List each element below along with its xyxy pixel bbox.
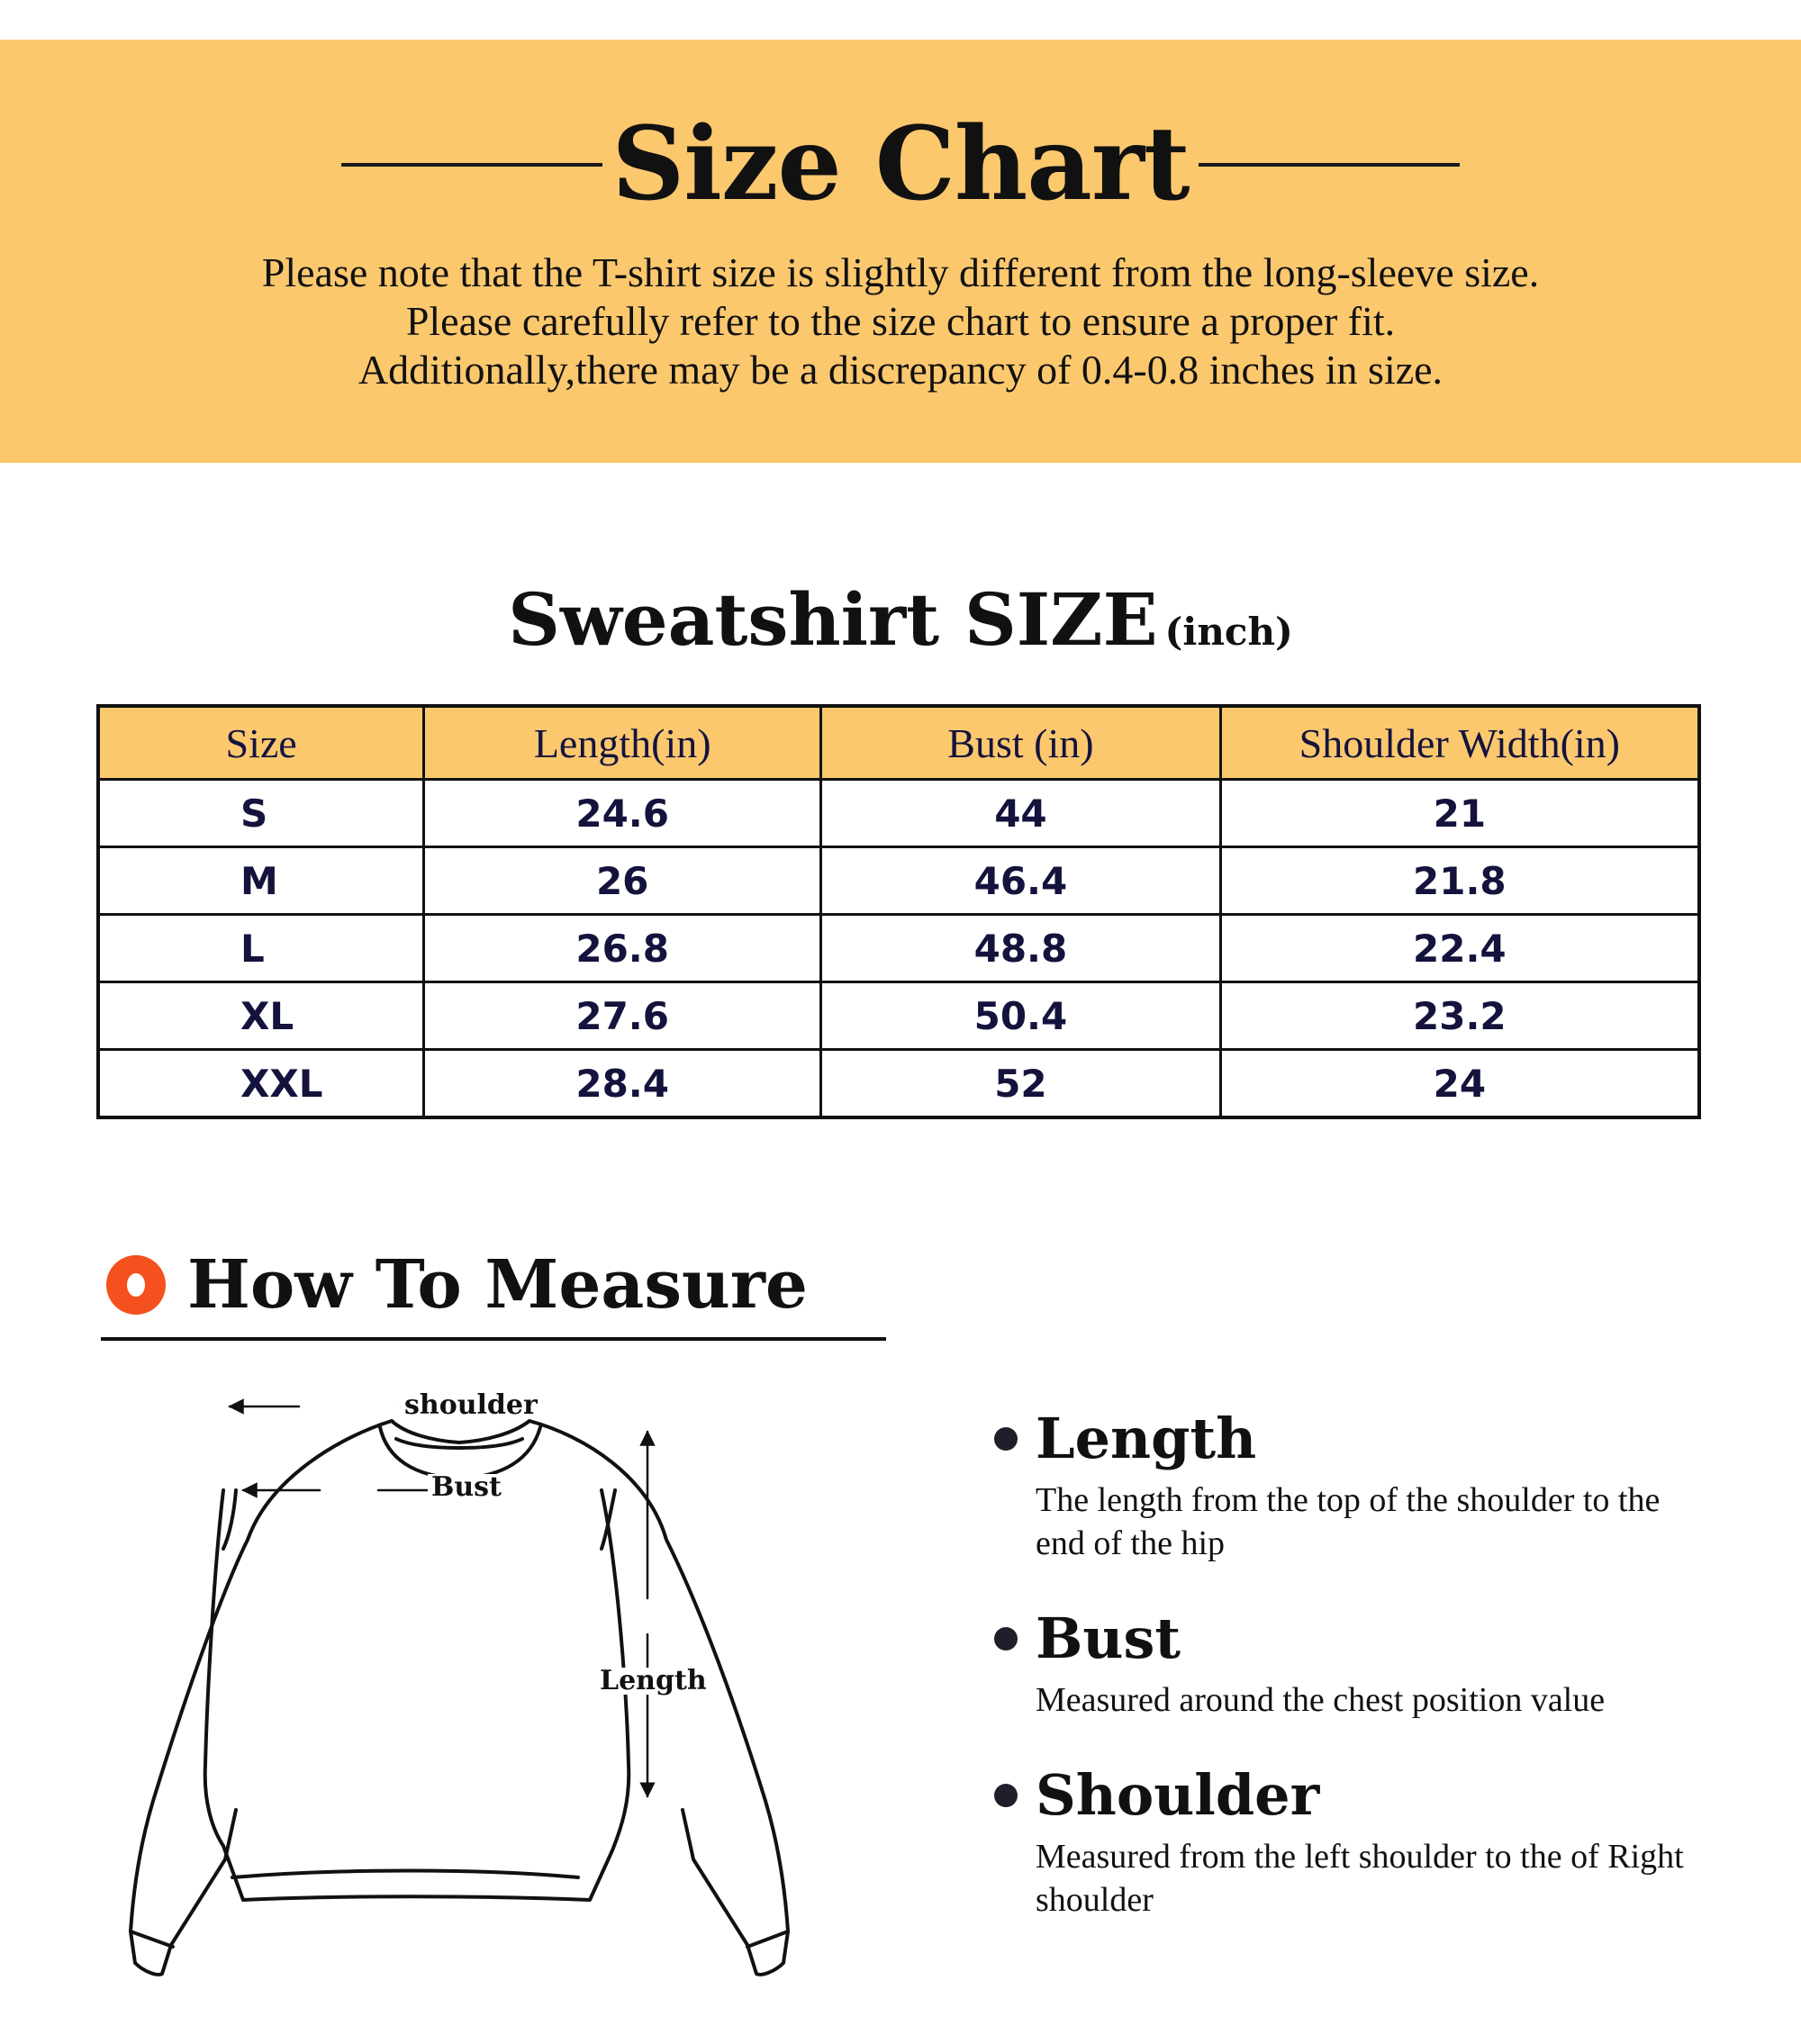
measurement-definitions [989, 1405, 1781, 1922]
note-line-3: Additionally,there may be a discrepancy of 0.4-0.8 inches in size. [357, 347, 1444, 393]
definition-term: Bust [1036, 1605, 1181, 1671]
page-title: Size Chart [611, 105, 1190, 223]
title-left-rule [341, 163, 602, 167]
column-header-size: Size [98, 706, 424, 780]
size-cell: XL [98, 982, 424, 1050]
bust-cell: 48.8 [821, 915, 1220, 982]
size-notes [0, 249, 1801, 394]
column-header-shoulder-width: Shoulder Width(in) [1220, 706, 1699, 780]
definition-shoulder [989, 1761, 1781, 1922]
table-row [98, 1050, 1699, 1118]
bust-cell: 52 [821, 1050, 1220, 1118]
definition-text: Measured around the chest position value [1036, 1681, 1606, 1719]
ring-bullet-icon [106, 1255, 166, 1315]
note-line-1: Please note that the T-shirt size is slightly different from the long-sleeve size. [261, 249, 1540, 295]
how-to-measure-title: How To Measure [187, 1246, 808, 1324]
bullet-icon [994, 1627, 1018, 1651]
table-header-row [98, 706, 1699, 780]
table-row [98, 915, 1699, 982]
length-cell: 27.6 [424, 982, 821, 1050]
title-right-rule [1199, 163, 1460, 167]
bust-cell: 46.4 [821, 847, 1220, 915]
table-row [98, 982, 1699, 1050]
shoulder-cell: 23.2 [1220, 982, 1699, 1050]
shoulder-cell: 21.8 [1220, 847, 1699, 915]
table-row [98, 780, 1699, 847]
shoulder-cell: 24 [1220, 1050, 1699, 1118]
definition-bust [989, 1605, 1781, 1722]
column-header-length: Length(in) [424, 706, 821, 780]
size-table-heading: Sweatshirt SIZE [508, 577, 1158, 662]
size-table-title [0, 577, 1801, 662]
title-row [0, 106, 1801, 223]
shoulder-cell: 22.4 [1220, 915, 1699, 982]
length-cell: 26 [424, 847, 821, 915]
section-divider [101, 1337, 886, 1341]
sweatshirt-diagram [117, 1387, 819, 2008]
size-cell: S [98, 780, 424, 847]
length-cell: 24.6 [424, 780, 821, 847]
definition-term: Length [1036, 1406, 1257, 1471]
length-cell: 28.4 [424, 1050, 821, 1118]
definition-text: Measured from the left shoulder to the of Right shoulder [1036, 1838, 1684, 1919]
shoulder-label: shoulder [401, 1392, 541, 1419]
shoulder-cell: 21 [1220, 780, 1699, 847]
length-cell: 26.8 [424, 915, 821, 982]
bullet-icon [994, 1784, 1018, 1807]
column-header-bust: Bust (in) [821, 706, 1220, 780]
size-cell: XXL [98, 1050, 424, 1118]
bust-cell: 50.4 [821, 982, 1220, 1050]
length-label: Length [596, 1668, 710, 1695]
note-line-2: Please carefully refer to the size chart to ensure a proper fit. [405, 298, 1396, 344]
how-to-measure-heading [106, 1246, 808, 1324]
definition-text: The length from the top of the shoulder to the end of the hip [1036, 1481, 1661, 1562]
bust-cell: 44 [821, 780, 1220, 847]
size-table [96, 704, 1701, 1119]
size-cell: M [98, 847, 424, 915]
bullet-icon [994, 1427, 1018, 1451]
definition-term: Shoulder [1036, 1762, 1320, 1828]
size-cell: L [98, 915, 424, 982]
size-table-unit: (inch) [1164, 610, 1293, 654]
table-row [98, 847, 1699, 915]
definition-length [989, 1405, 1781, 1565]
bust-label: Bust [428, 1474, 505, 1501]
